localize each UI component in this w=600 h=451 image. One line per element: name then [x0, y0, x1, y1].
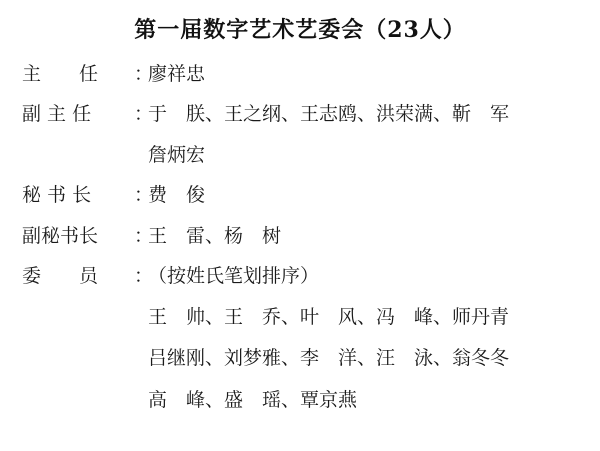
row-value: （按姓氏笔划排序） — [148, 265, 320, 288]
row-colon: ： — [134, 224, 154, 247]
list-item — [22, 304, 578, 332]
row-label: 副秘书长 — [22, 224, 99, 247]
list-item — [22, 387, 578, 415]
entry-row-vice-chairman — [22, 101, 578, 129]
row-colon: ： — [134, 184, 154, 207]
row-value: 王 雷、杨 树 — [148, 224, 282, 247]
indent-spacer — [22, 345, 148, 373]
entry-row-secretary-general — [22, 182, 578, 210]
indent-spacer — [22, 304, 148, 332]
member-names: 高 峰、盛 瑶、覃京燕 — [148, 388, 358, 411]
row-value: 于 朕、王之纲、王志鸥、洪荣满、靳 军 — [148, 103, 510, 126]
indent-spacer — [22, 142, 148, 170]
row-label: 秘 书 长 — [22, 184, 92, 207]
row-colon: ： — [134, 103, 154, 126]
entry-row-deputy-secretary-general — [22, 223, 578, 251]
member-names: 吕继刚、刘梦雅、李 洋、汪 泳、翁冬冬 — [148, 347, 510, 370]
row-label: 委 员 — [22, 265, 99, 288]
entry-row-chairman — [22, 61, 578, 89]
row-colon: ： — [134, 62, 154, 85]
row-value: 费 俊 — [148, 184, 206, 207]
row-label: 主 任 — [22, 62, 99, 85]
row-colon: ： — [134, 265, 154, 288]
row-label: 副 主 任 — [22, 103, 92, 126]
member-names: 王 帅、王 乔、叶 风、冯 峰、师丹青 — [148, 305, 510, 328]
entry-row-members — [22, 263, 578, 291]
row-value: 廖祥忠 — [148, 62, 206, 85]
members-list — [22, 304, 578, 415]
page-title: 第一届数字艺术艺委会（23人） — [134, 17, 466, 43]
entry-row-vice-chairman-continued — [22, 142, 578, 170]
list-item — [22, 345, 578, 373]
indent-spacer — [22, 387, 148, 415]
row-value-continued: 詹炳宏 — [148, 143, 206, 166]
